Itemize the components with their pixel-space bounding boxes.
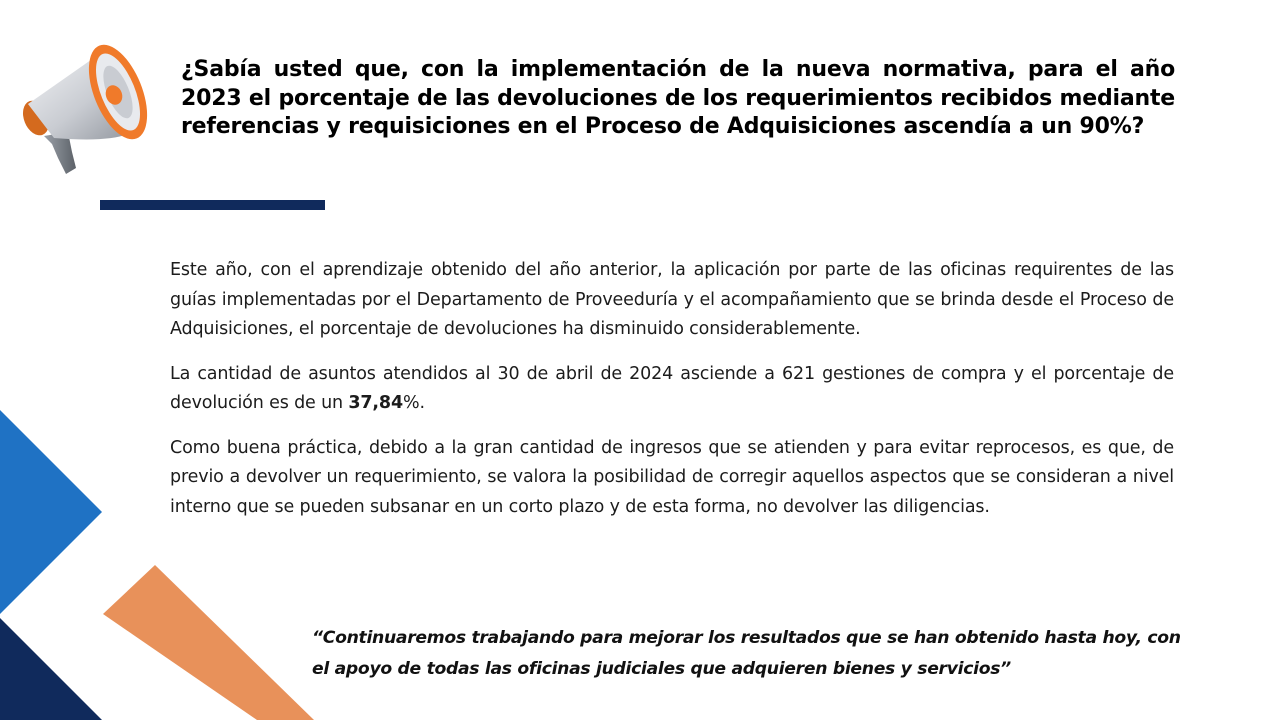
orange-stripe-shape (103, 565, 314, 720)
paragraph-2-text: La cantidad de asuntos atendidos al 30 de abril de 2024 asciende a 621 gestiones de compra y el porcentaje de devolución es de un (170, 363, 1174, 413)
percentage-highlight: 37,84 (348, 393, 403, 413)
paragraph-1: Este año, con el aprendizaje obtenido del año anterior, la aplicación por parte de las oficinas requirentes de las guías implementadas por el Departamento de Proveeduría y el acompañamiento que se brinda desde el Proceso de Adquisiciones, el porcentaje de devoluciones ha disminuido considerablemente. (170, 260, 1174, 339)
headline: ¿Sabía usted que, con la implementación de la nueva normativa, para el año 2023 el porcentaje de las devoluciones de los requerimientos recibidos mediante referencias y requisiciones en el Proceso de Adquisiciones ascendía a un 90%? (181, 57, 1175, 139)
closing-quote: “Continuaremos trabajando para mejorar los resultados que se han obtenido hasta hoy, con el apoyo de todas las oficinas judiciales que adquieren bienes y servicios” (312, 628, 1181, 679)
paragraph-2-suffix: %. (402, 393, 425, 413)
paragraph-2 (170, 360, 1174, 419)
paragraph-3: Como buena práctica, debido a la gran cantidad de ingresos que se atienden y para evitar reprocesos, es que, de previo a devolver un requerimiento, se valora la posibilidad de corregir aquellos aspectos que se consideran a nivel interno que se pueden subsanar en un corto plazo y de esta forma, no devolver las diligencias. (170, 437, 1174, 517)
megaphone-icon (14, 40, 154, 182)
blue-triangle-shape (0, 410, 102, 614)
navy-triangle-shape (0, 618, 102, 720)
title-underline (100, 200, 325, 210)
body-text (170, 256, 1174, 537)
